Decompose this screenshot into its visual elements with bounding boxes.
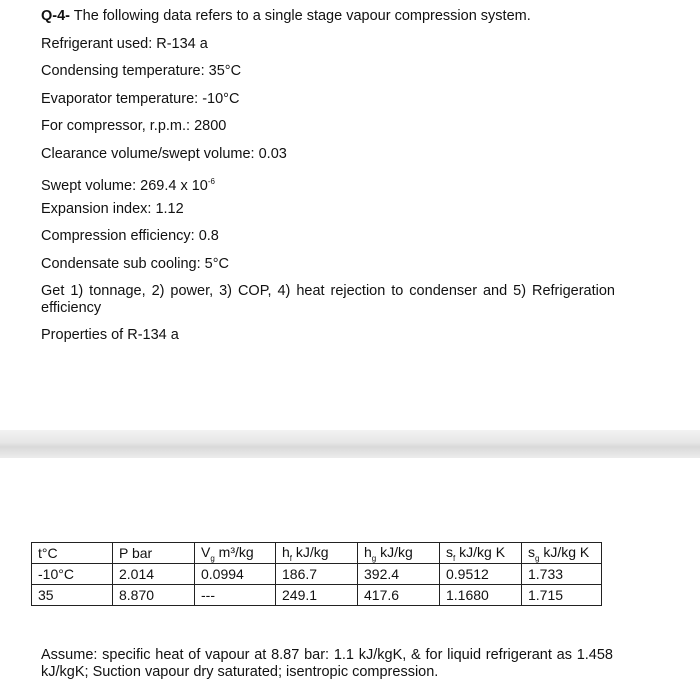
table-cell: 8.870 <box>113 585 195 606</box>
table-cell: 0.9512 <box>440 564 522 585</box>
condensing-temperature-line: Condensing temperature: 35°C <box>41 63 242 79</box>
question-intro: The following data refers to a single stage vapour compression system. <box>70 8 531 24</box>
swept-volume-exponent: -6 <box>207 177 215 186</box>
compression-efficiency-line: Compression efficiency: 0.8 <box>41 228 219 244</box>
header-hg: $h_g$ kJ/kg <box>358 543 440 564</box>
subcooling-line: Condensate sub cooling: 5°C <box>41 256 229 272</box>
table-cell: 0.0994 <box>195 564 276 585</box>
table-cell: 417.6 <box>358 585 440 606</box>
clearance-ratio-line: Clearance volume/swept volume: 0.03 <box>41 146 287 162</box>
table-row <box>32 585 602 606</box>
table-cell: 186.7 <box>276 564 358 585</box>
table-cell: 2.014 <box>113 564 195 585</box>
header-hf: $h_f$ kJ/kg <box>276 543 358 564</box>
table-row <box>32 564 602 585</box>
header-pressure: P bar <box>113 543 195 564</box>
expansion-index-line: Expansion index: 1.12 <box>41 201 184 217</box>
evaporator-temperature-line: Evaporator temperature: -10°C <box>41 91 240 107</box>
table-cell: -10°C <box>32 564 113 585</box>
header-temperature: t°C <box>32 543 113 564</box>
table-cell: 1.1680 <box>440 585 522 606</box>
refrigerant-line: Refrigerant used: R-134 a <box>41 36 208 52</box>
table-cell: 249.1 <box>276 585 358 606</box>
header-specific-volume: $V_g$ m³/kg <box>195 543 276 564</box>
task-paragraph: Get 1) tonnage, 2) power, 3) COP, 4) heat rejection to condenser and 5) Refrigeration efficiency <box>41 283 615 316</box>
table-cell: --- <box>195 585 276 606</box>
swept-volume-text: Swept volume: 269.4 x 10 <box>41 177 208 194</box>
swept-volume-line <box>41 173 215 195</box>
table-header-row <box>32 543 602 564</box>
assumptions-paragraph: Assume: specific heat of vapour at 8.87 bar: 1.1 kJ/kgK, & for liquid refrigerant as 1.458 kJ/kgK; Suction vapour dry saturated; isentropic compression. <box>41 647 613 680</box>
table-cell: 35 <box>32 585 113 606</box>
question-number: Q-4- <box>41 8 70 24</box>
header-sg: $s_g$ kJ/kg K <box>522 543 602 564</box>
question-heading <box>41 8 531 25</box>
table-cell: 1.715 <box>522 585 602 606</box>
properties-title: Properties of R-134 a <box>41 327 179 343</box>
properties-table <box>31 542 602 606</box>
compressor-rpm-line: For compressor, r.p.m.: 2800 <box>41 118 227 134</box>
table-cell: 1.733 <box>522 564 602 585</box>
header-sf: $s_f$ kJ/kg K <box>440 543 522 564</box>
table-cell: 392.4 <box>358 564 440 585</box>
page-separator <box>0 430 700 458</box>
